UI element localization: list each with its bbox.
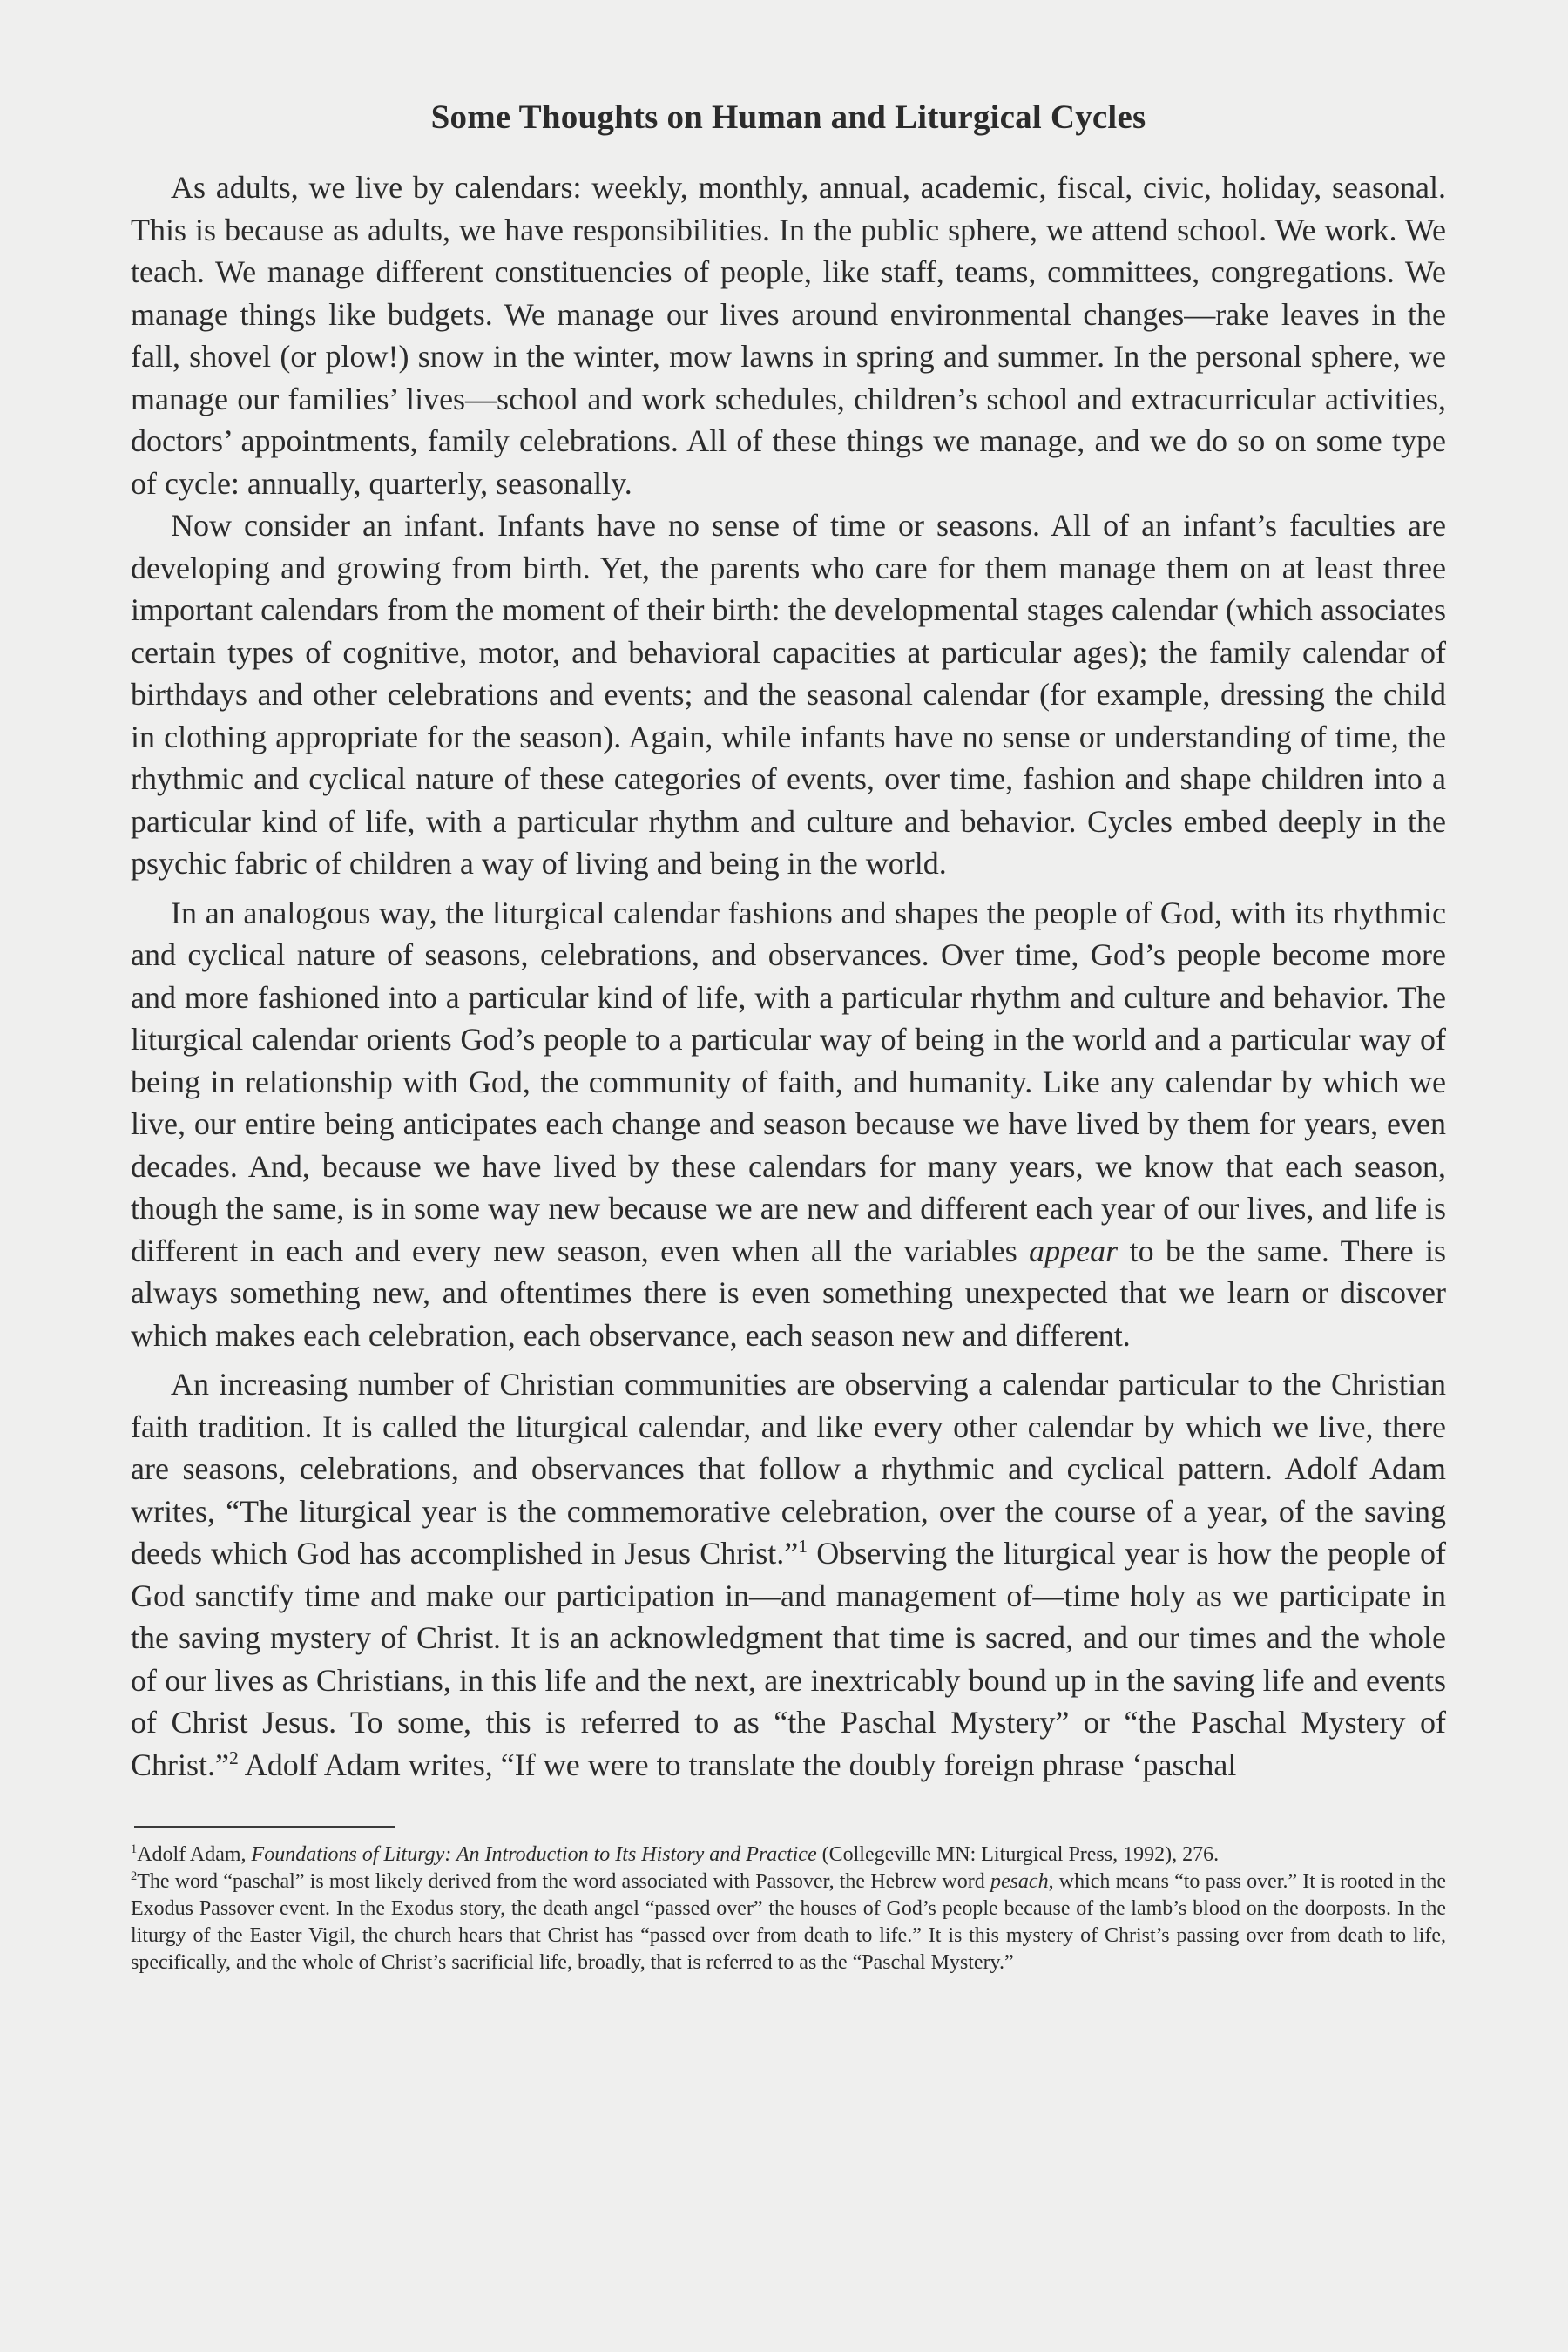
footnote-2 — [131, 1869, 1446, 1977]
paragraph-2: Now consider an infant. Infants have no sense of time or seasons. All of an infant’s faculties are developing and growing from birth. Yet, the parents who care for them manage them on at least three important calendars from the moment of their birth: the developmental stages calendar (which associates certain types of cognitive, motor, and behavioral capacities at particular ages); the family calendar of birthdays and other celebrations and events; and the seasonal calendar (for example, dressing the child in clothing appropriate for the season). Again, while infants have no sense or understanding of time, the rhythmic and cyclical nature of these categories of events, over time, fashion and shape children into a particular kind of life, with a particular rhythm and culture and behavior. Cycles embed deeply in the psychic fabric of children a way of living and being in the world. — [131, 508, 1446, 881]
footnote-ref-2[interactable]: 2 — [229, 1747, 239, 1768]
footnote-2-text-start: The word “paschal” is most likely derived from the word associated with Passover, the Hebrew word — [137, 1870, 990, 1893]
footnote-ref-1[interactable]: 1 — [798, 1536, 808, 1557]
footnotes — [131, 1842, 1446, 1977]
footnote-2-text-end: , which means “to pass over.” It is rooted in the Exodus Passover event. In the Exodus story, the death angel “passed over” the houses of God’s people because of the lamb’s blood on the doorposts. In the liturgy of the Easter Vigil, the church hears that Christ has “passed over from death to life.” It is this mystery of Christ’s passing over from death to life, specifically, and the whole of Christ’s sacrificial life, broadly, that is referred to as the “Paschal Mystery.” — [131, 1870, 1446, 1974]
footnote-1-book-title: Foundations of Liturgy: An Introduction to Its History and Practice — [251, 1843, 817, 1866]
paragraph-3-text-start: In an analogous way, the liturgical calendar fashions and shapes the people of God, with its rhythmic and cyclical nature of seasons, celebrations, and observances. Over time, God’s people become more and more fashioned into a particular kind of life, with a particular rhythm and culture and behavior. The liturgical calendar orients God’s people to a particular way of being in the world and a particular way of being in relationship with God, the community of faith, and humanity. Like any calendar by which we live, our entire being anticipates each change and season because we have lived by them for years, even decades. And, because we have lived by these calendars for many years, we know that each season, though the same, is in some way new because we are new and different each year of our lives, and life is different in each and every new season, even when all the variables — [131, 895, 1446, 1268]
paragraph-3-text-end: to be the same. There is always something new, and oftentimes there is even something unexpected that we learn or discover which makes each celebration, each observance, each season new and different. — [131, 1233, 1446, 1353]
paragraph-4-text-a: An increasing number of Christian communities are observing a calendar particular to the Christian faith tradition. It is called the liturgical calendar, and like every other calendar by which we live, there are seasons, celebrations, and observances that follow a rhythmic and cyclical pattern. Adolf Adam writes, “The liturgical year is the commemorative celebration, over the course of a year, of the saving deeds which God has accomplished in Jesus Christ.” — [131, 1367, 1446, 1571]
footnote-2-italic-word: pesach — [990, 1870, 1049, 1893]
emphasis-appear: appear — [1029, 1233, 1119, 1268]
footnote-1 — [131, 1842, 1446, 1869]
footnote-divider — [134, 1826, 395, 1828]
footnote-1-text-end: (Collegeville MN: Liturgical Press, 1992), 276. — [816, 1843, 1220, 1866]
footnote-1-marker: 1 — [131, 1842, 138, 1856]
footnote-1-text-start: Adolf Adam, — [137, 1843, 252, 1866]
footnote-2-marker: 2 — [131, 1869, 138, 1883]
paragraph-4-text-c: Adolf Adam writes, “If we were to translate the doubly foreign phrase ‘paschal — [238, 1747, 1237, 1782]
paragraph-3 — [131, 892, 1446, 1357]
page-title: Some Thoughts on Human and Liturgical Cycles — [430, 98, 1146, 136]
paragraph-4 — [131, 1363, 1446, 1786]
body-text — [131, 166, 1446, 1786]
paragraph-4-text-b: Observing the liturgical year is how the people of God sanctify time and make our participation in—and management of—time holy as we participate in the saving mystery of Christ. It is an acknowledgment that time is sacred, and our times and the whole of our lives as Christians, in this life and the next, are inextricably bound up in the saving life and events of Christ Jesus. To some, this is referred to as “the Paschal Mystery” or “the Paschal Mystery of Christ.” — [131, 1536, 1446, 1782]
paragraph-1: As adults, we live by calendars: weekly, monthly, annual, academic, fiscal, civic, holiday, seasonal. This is because as adults, we have responsibilities. In the public sphere, we attend school. We work. We teach. We manage different constituencies of people, like staff, teams, committees, congregations. We manage things like budgets. We manage our lives around environmental changes—rake leaves in the fall, shovel (or plow!) snow in the winter, mow lawns in spring and summer. In the personal sphere, we manage our families’ lives—school and work schedules, children’s school and extracurricular activities, doctors’ appointments, family celebrations. All of these things we manage, and we do so on some type of cycle: annually, quarterly, seasonally. — [131, 170, 1446, 501]
